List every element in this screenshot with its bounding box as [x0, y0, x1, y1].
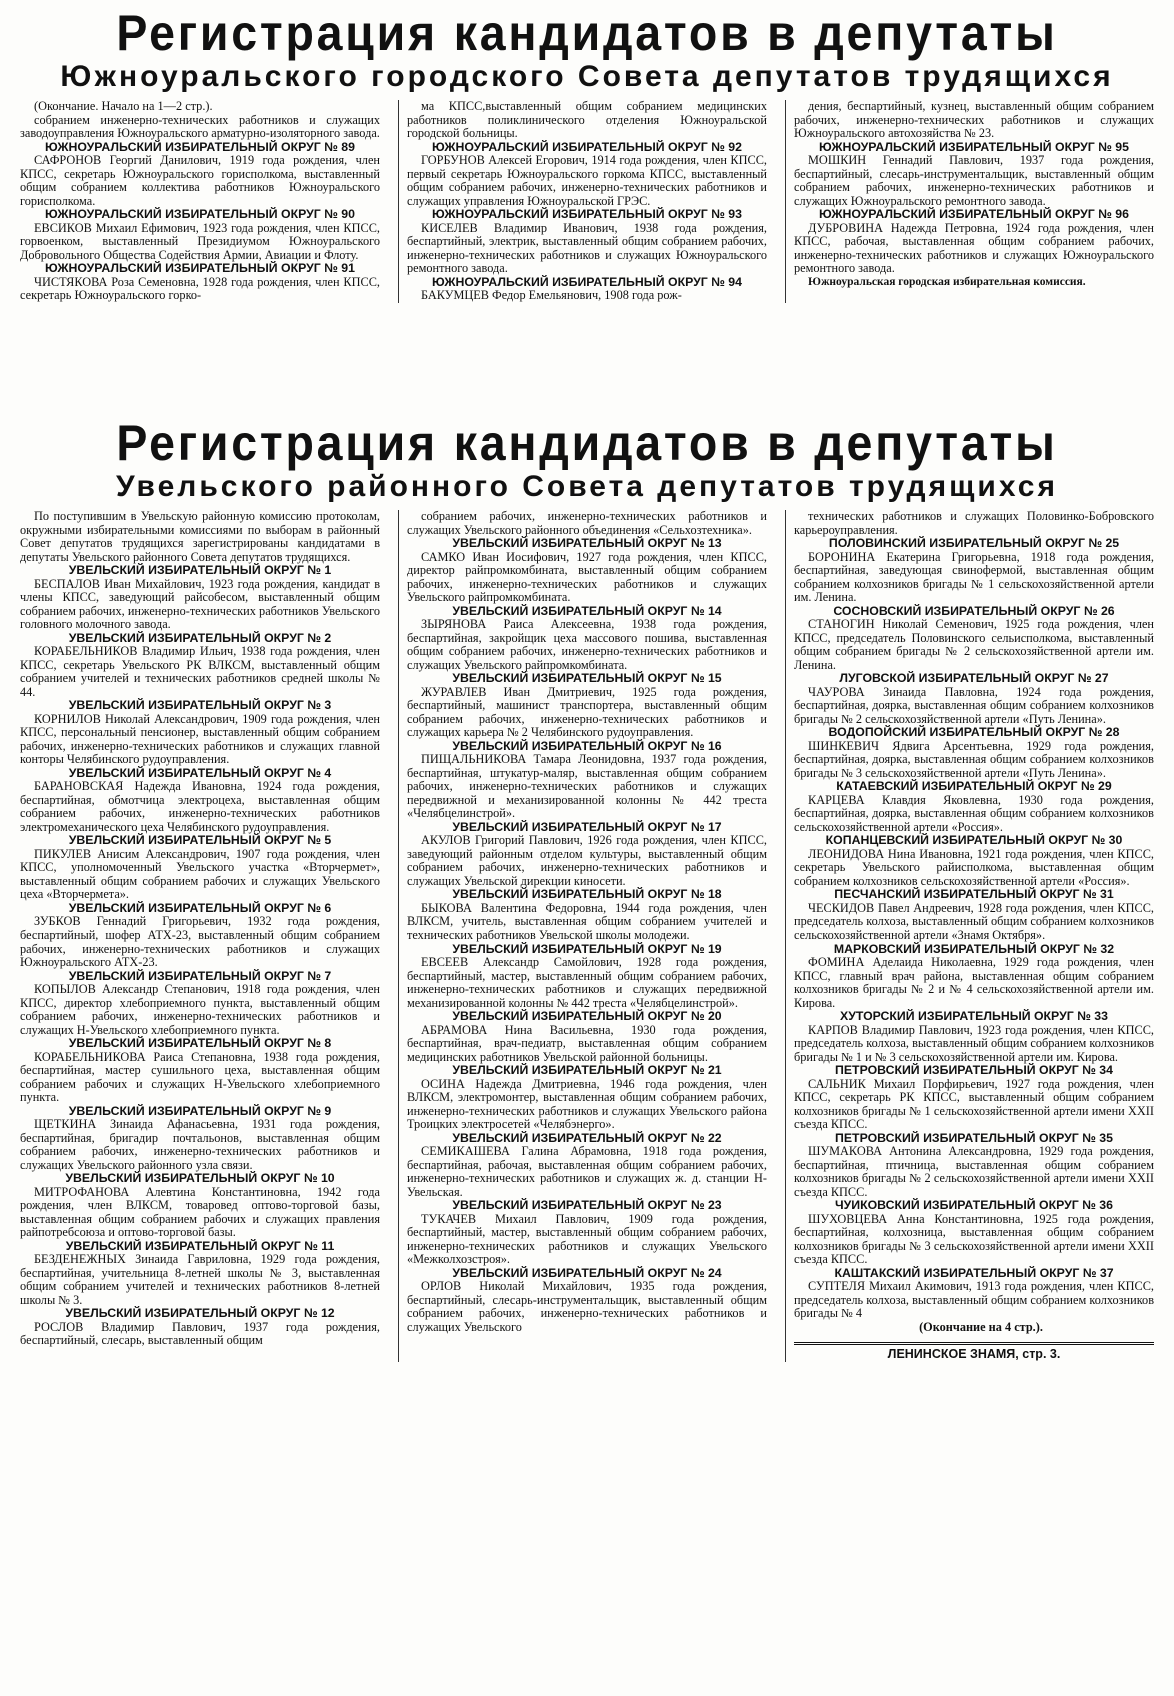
- candidate-paragraph: ПИКУЛЕВ Анисим Александрович, 1907 года рождения, член КПСС, уполномоченный Увельского участка «Вторчермет», выставленный общим собранием рабочих и служащих Увельского цеха «Вторчермета».: [20, 846, 380, 902]
- district-heading: ЮЖНОУРАЛЬСКИЙ ИЗБИРАТЕЛЬНЫЙ ОКРУГ № 95: [819, 139, 1129, 154]
- district-heading: МАРКОВСКИЙ ИЗБИРАТЕЛЬНЫЙ ОКРУГ № 32: [833, 941, 1115, 956]
- district-heading: УВЕЛЬСКИЙ ИЗБИРАТЕЛЬНЫЙ ОКРУГ № 1: [68, 563, 332, 578]
- district-heading: УВЕЛЬСКИЙ ИЗБИРАТЕЛЬНЫЙ ОКРУГ № 11: [65, 1238, 335, 1253]
- candidate-paragraph: ЧАУРОВА Зинаида Павловна, 1924 года рождения, беспартийная, доярка, выставленная общим собранием колхозников бригады № 2 сельскохозяйственной артели «Путь Ленина».: [794, 684, 1154, 726]
- candidate-paragraph: БАРАНОВСКАЯ Надежда Ивановна, 1924 года рождения, беспартийная, обмотчица электроцеха, выставленная общим собранием рабочих, инженерно-технических работников электромеханического цеха Челябинского рудоуправления.: [20, 779, 380, 834]
- district-heading: КОПАНЦЕВСКИЙ ИЗБИРАТЕЛЬНЫЙ ОКРУГ № 30: [825, 833, 1123, 848]
- candidate-paragraph: АКУЛОВ Григорий Павлович, 1926 года рождения, член КПСС, заведующий районным отделом культуры, выставленный общим собранием рабочих, инженерно-технических работников и служащих Увельской дирекции киносети.: [407, 833, 767, 888]
- district-heading: СОСНОВСКИЙ ИЗБИРАТЕЛЬНЫЙ ОКРУГ № 26: [833, 603, 1115, 618]
- district-heading: УВЕЛЬСКИЙ ИЗБИРАТЕЛЬНЫЙ ОКРУГ № 3: [68, 698, 332, 713]
- candidate-paragraph: СЕМИКАШЕВА Галина Абрамовна, 1918 года рождения, беспартийная, рабочая, выставленная общим собранием рабочих, инженерно-технических работников и служащих ж. д. станции Н-Увельская.: [407, 1144, 767, 1199]
- candidate-paragraph: технических работников и служащих Половинко-Бобровского карьероуправления.: [794, 509, 1154, 537]
- district-heading: ЮЖНОУРАЛЬСКИЙ ИЗБИРАТЕЛЬНЫЙ ОКРУГ № 91: [45, 261, 355, 276]
- top-column-3: [785, 100, 1154, 303]
- candidate-paragraph: КОРАБЕЛЬНИКОВА Раиса Степановна, 1938 года рождения, беспартийная, мастер сушильного цеха, выставленная общим собранием рабочих и служащих Н-Увельского хлебоприемного пункта.: [20, 1049, 380, 1105]
- commission-signature: Южноуральская городская избирательная комиссия.: [808, 275, 1086, 288]
- top-column-2: [398, 100, 767, 303]
- district-heading: УВЕЛЬСКИЙ ИЗБИРАТЕЛЬНЫЙ ОКРУГ № 18: [452, 887, 722, 902]
- candidate-paragraph: ШИНКЕВИЧ Ядвига Арсентьевна, 1929 года рождения, беспартийная, доярка, выставленная общим собранием колхозников бригады № 3 сельскохозяйственной артели «Путь Ленина».: [794, 738, 1154, 780]
- candidate-paragraph: КОПЫЛОВ Александр Степанович, 1918 года рождения, член КПСС, директор хлебоприемного пункта, выставленный общим собранием рабочих, инженерно-технических работников и служащих Н-Увельского хлебоприемного пункта.: [20, 982, 380, 1037]
- district-heading: УВЕЛЬСКИЙ ИЗБИРАТЕЛЬНЫЙ ОКРУГ № 17: [452, 819, 722, 834]
- bottom-section: [0, 415, 1174, 1362]
- district-heading: КАТАЕВСКИЙ ИЗБИРАТЕЛЬНЫЙ ОКРУГ № 29: [836, 779, 1112, 794]
- candidate-paragraph: ЕВСИКОВ Михаил Ефимович, 1923 года рождения, член КПСС, горвоенком, выставленный Президиумом Южноуральского Добровольного Общества Содействия Армии, Авиации и Флоту.: [20, 220, 380, 262]
- district-heading: УВЕЛЬСКИЙ ИЗБИРАТЕЛЬНЫЙ ОКРУГ № 9: [68, 1103, 332, 1118]
- candidate-paragraph: ГОРБУНОВ Алексей Егорович, 1914 года рождения, член КПСС, первый секретарь Южноуральского горкома КПСС, выставленный общим собранием рабочих, инженерно-технических работников и служащих управления Южноуральской ГРЭС.: [407, 153, 767, 208]
- district-heading: ПЕТРОВСКИЙ ИЗБИРАТЕЛЬНЫЙ ОКРУГ № 34: [835, 1063, 1113, 1078]
- candidate-paragraph: ДУБРОВИНА Надежда Петровна, 1924 года рождения, член КПСС, рабочая, выставленная общим собранием рабочих, инженерно-технических работников и служащих Южноуральского ремонтного завода.: [794, 220, 1154, 276]
- candidate-paragraph: ЩЕТКИНА Зинаида Афанасьевна, 1931 года рождения, беспартийная, бригадир почтальонов, выставленная общим собранием рабочих, инженерно-технических работников и служащих Увельского районного узла связи.: [20, 1117, 380, 1172]
- bottom-column-3: [785, 510, 1154, 1362]
- candidate-paragraph: БАКУМЦЕВ Федор Емельянович, 1908 года рож-: [421, 288, 682, 303]
- district-heading: ПОЛОВИНСКИЙ ИЗБИРАТЕЛЬНЫЙ ОКРУГ № 25: [828, 536, 1120, 551]
- district-heading: ЮЖНОУРАЛЬСКИЙ ИЗБИРАТЕЛЬНЫЙ ОКРУГ № 92: [432, 139, 742, 154]
- continuation-note: (Окончание на 4 стр.).: [919, 1319, 1043, 1334]
- candidate-paragraph: собранием инженерно-технических работников и служащих заводоуправления Южноуральского арматурно-изоляторного завода.: [20, 112, 380, 141]
- bottom-column-1: [20, 510, 380, 1362]
- district-heading: УВЕЛЬСКИЙ ИЗБИРАТЕЛЬНЫЙ ОКРУГ № 8: [68, 1036, 332, 1051]
- district-heading: УВЕЛЬСКИЙ ИЗБИРАТЕЛЬНЫЙ ОКРУГ № 2: [68, 630, 332, 645]
- candidate-paragraph: БЕСПАЛОВ Иван Михайлович, 1923 года рождения, кандидат в члены КПСС, заведующий райсобесом, выставленный общим собранием рабочих, инженерно-технических работников Увельского головного молочного завода.: [20, 576, 380, 632]
- candidate-paragraph: ЗЫРЯНОВА Раиса Алексеевна, 1938 года рождения, беспартийная, закройщик цеха массового пошива, выставленная общим собранием рабочих, инженерно-технических работников и служащих Увельского райпромкомбината.: [407, 617, 767, 672]
- district-heading: ЮЖНОУРАЛЬСКИЙ ИЗБИРАТЕЛЬНЫЙ ОКРУГ № 89: [45, 139, 355, 154]
- candidate-paragraph: КАРЦЕВА Клавдия Яковлевна, 1930 года рождения, беспартийная, доярка, выставленная общим собранием колхозников сельскохозяйственной артели «Россия».: [794, 792, 1154, 834]
- district-heading: ЮЖНОУРАЛЬСКИЙ ИЗБИРАТЕЛЬНЫЙ ОКРУГ № 94: [432, 274, 742, 289]
- candidate-paragraph: ОСИНА Надежда Дмитриевна, 1946 года рождения, член ВЛКСМ, электромонтер, выставленная общим собранием рабочих, инженерно-технических работников и служащих Увельского района Троицких электросетей «Челябэнерго».: [407, 1076, 767, 1132]
- candidate-paragraph: ЖУРАВЛЕВ Иван Дмитриевич, 1925 года рождения, беспартийный, машинист транспортера, выставленный общим собранием рабочих, инженерно-технических работников и служащих карьера № 2 Челябинского рудоуправления.: [407, 684, 767, 740]
- candidate-paragraph: БЕЗДЕНЕЖНЫХ Зинаида Гавриловна, 1929 года рождения, беспартийная, учительница 8-летней школы № 3, выставленная общим собранием учителей и технических работников 8-летней школы № 3.: [20, 1252, 380, 1307]
- candidate-paragraph: КОРНИЛОВ Николай Александрович, 1909 года рождения, член КПСС, персональный пенсионер, выставленный общим собранием рабочих, инженерно-технических работников и служащих главной конторы Челябинского рудоуправления.: [20, 711, 380, 767]
- candidate-paragraph: САФРОНОВ Георгий Данилович, 1919 года рождения, член КПСС, секретарь Южноуральского горисполкома, выставленный общим собранием коллектива работников Южноуральского горисполкома.: [20, 153, 380, 208]
- district-heading: ПЕСЧАНСКИЙ ИЗБИРАТЕЛЬНЫЙ ОКРУГ № 31: [834, 887, 1114, 902]
- candidate-paragraph: САМКО Иван Иосифович, 1927 года рождения, член КПСС, директор райпромкомбината, выставленный общим собранием рабочих, инженерно-технических работников и служащих Увельского райпромкомбината.: [407, 549, 767, 605]
- candidate-paragraph: КОРАБЕЛЬНИКОВ Владимир Ильич, 1938 года рождения, член КПСС, секретарь Увельского РК ВЛКСМ, выставленный общим собранием учителей и технических работников средней школы № 44.: [20, 644, 380, 699]
- district-heading: ЛУГОВСКОЙ ИЗБИРАТЕЛЬНЫЙ ОКРУГ № 27: [839, 671, 1109, 686]
- candidate-paragraph: САЛЬНИК Михаил Порфирьевич, 1927 года рождения, член КПСС, секретарь РК КПСС, выставленный общим собранием колхозников бригады № 1 сельскохозяйственной артели имени XXII съезда КПСС.: [794, 1076, 1154, 1132]
- district-heading: ХУТОРСКИЙ ИЗБИРАТЕЛЬНЫЙ ОКРУГ № 33: [840, 1009, 1108, 1024]
- district-heading: ЮЖНОУРАЛЬСКИЙ ИЗБИРАТЕЛЬНЫЙ ОКРУГ № 93: [432, 207, 742, 222]
- candidate-paragraph: ТУКАЧЕВ Михаил Павлович, 1909 года рождения, беспартийный, мастер, выставленный общим собранием рабочих, инженерно-технических работников и служащих Увельского «Межколхозстроя».: [407, 1211, 767, 1267]
- top-section: [0, 5, 1174, 303]
- candidate-paragraph: БЫКОВА Валентина Федоровна, 1944 года рождения, член ВЛКСМ, учитель, выставленная общим собранием учителей и технических работников Увельской школы молодежи.: [407, 900, 767, 942]
- district-heading: УВЕЛЬСКИЙ ИЗБИРАТЕЛЬНЫЙ ОКРУГ № 23: [452, 1198, 722, 1213]
- candidate-paragraph: ЗУБКОВ Геннадий Григорьевич, 1932 года рождения, беспартийный, шофер АТХ-23, выставленный общим собранием рабочих, инженерно-технических работников и служащих Южноуральского АТХ-23.: [20, 914, 380, 970]
- candidate-paragraph: ФОМИНА Аделаида Николаевна, 1929 года рождения, член КПСС, главный врач района, выставленная общим собранием колхозников бригады № 2 и № 4 сельскохозяйственной артели им. Кирова.: [794, 955, 1154, 1010]
- bottom-column-2: [398, 510, 767, 1362]
- district-heading: УВЕЛЬСКИЙ ИЗБИРАТЕЛЬНЫЙ ОКРУГ № 16: [452, 738, 722, 753]
- district-heading: УВЕЛЬСКИЙ ИЗБИРАТЕЛЬНЫЙ ОКРУГ № 22: [452, 1130, 722, 1145]
- candidate-paragraph: МОШКИН Геннадий Павлович, 1937 года рождения, беспартийный, слесарь-инструментальщик, выставленный общим собранием рабочих, инженерно-технических работников и служащих Южноуральского ремонтного завода.: [794, 153, 1154, 208]
- district-heading: ВОДОПОЙСКИЙ ИЗБИРАТЕЛЬНЫЙ ОКРУГ № 28: [828, 725, 1120, 740]
- candidate-paragraph: (Окончание. Начало на 1—2 стр.).: [34, 99, 213, 113]
- bottom-title: Регистрация кандидатов в депутаты: [116, 415, 1058, 471]
- candidate-paragraph: ЧИСТЯКОВА Роза Семеновна, 1928 года рождения, член КПСС, секретарь Южноуральского горко-: [20, 274, 380, 303]
- top-subtitle: Южноуральского городского Совета депутатов трудящихся: [60, 60, 1114, 93]
- top-column-1: [20, 100, 380, 303]
- candidate-paragraph: РОСЛОВ Владимир Павлович, 1937 года рождения, беспартийный, слесарь, выставленный общим: [20, 1319, 380, 1348]
- district-heading: ЧУИКОВСКИЙ ИЗБИРАТЕЛЬНЫЙ ОКРУГ № 36: [834, 1198, 1113, 1213]
- candidate-paragraph: БОРОНИНА Екатерина Григорьевна, 1918 года рождения, беспартийная, заведующая свинофермой, выставленная общим собранием колхозников бригады № 1 сельскохозяйственной артели им. Ленина.: [794, 549, 1154, 605]
- district-heading: КАШТАКСКИЙ ИЗБИРАТЕЛЬНЫЙ ОКРУГ № 37: [834, 1265, 1114, 1280]
- candidate-paragraph: ПИЩАЛЬНИКОВА Тамара Леонидовна, 1937 года рождения, беспартийная, штукатур-маляр, выставленная общим собранием рабочих, инженерно-технических работников и служащих передвижной и механизированной колонны № 442 треста «Челябцелинстрой».: [407, 752, 767, 821]
- district-heading: ЮЖНОУРАЛЬСКИЙ ИЗБИРАТЕЛЬНЫЙ ОКРУГ № 96: [819, 207, 1129, 222]
- district-heading: УВЕЛЬСКИЙ ИЗБИРАТЕЛЬНЫЙ ОКРУГ № 15: [452, 671, 722, 686]
- district-heading: УВЕЛЬСКИЙ ИЗБИРАТЕЛЬНЫЙ ОКРУГ № 13: [452, 536, 722, 551]
- district-heading: УВЕЛЬСКИЙ ИЗБИРАТЕЛЬНЫЙ ОКРУГ № 12: [65, 1306, 335, 1321]
- bottom-subtitle: Увельского районного Совета депутатов трудящихся: [116, 470, 1058, 503]
- district-heading: УВЕЛЬСКИЙ ИЗБИРАТЕЛЬНЫЙ ОКРУГ № 24: [452, 1265, 722, 1280]
- district-heading: УВЕЛЬСКИЙ ИЗБИРАТЕЛЬНЫЙ ОКРУГ № 19: [452, 941, 722, 956]
- candidate-paragraph: КАРПОВ Владимир Павлович, 1923 года рождения, член КПСС, председатель колхоза, выставленный общим собранием колхозников бригады № 1 и № 3 сельскохозяйственной артели им. Кирова.: [794, 1022, 1154, 1064]
- candidate-paragraph: ма КПСС,выставленный общим собранием медицинских работников поликлинического отделения Южноуральской городской больницы.: [407, 99, 767, 141]
- candidate-paragraph: По поступившим в Увельскую районную комиссию протоколам, окружными избирательными комиссиями по выборам в районный Совет депутатов трудящихся зарегистрированы кандидатами в депутаты Увельского районного Совета депутатов трудящихся.: [20, 509, 380, 564]
- candidate-paragraph: ШУМАКОВА Антонина Александровна, 1929 года рождения, беспартийная, птичница, выставленная общим собранием колхозников бригады № 2 сельскохозяйственной артели имени XXII съезда КПСС.: [794, 1144, 1154, 1199]
- candidate-paragraph: АБРАМОВА Нина Васильевна, 1930 года рождения, беспартийная, врач-педиатр, выставленная общим собранием медицинских работников Увельской районной больницы.: [407, 1022, 767, 1064]
- candidate-paragraph: ШУХОВЦЕВА Анна Константиновна, 1925 года рождения, беспартийная, колхозница, выставленная общим собранием колхозников бригады № 3 сельскохозяйственной артели имени XXII съезда КПСС.: [794, 1211, 1154, 1267]
- district-heading: ЮЖНОУРАЛЬСКИЙ ИЗБИРАТЕЛЬНЫЙ ОКРУГ № 90: [45, 207, 355, 222]
- candidate-paragraph: МИТРОФАНОВА Алевтина Константиновна, 1942 года рождения, член ВЛКСМ, товаровед оптово-торговой базы, выставленная общим собранием рабочих и служащих правления райпотребсоюза и оптово-торговой базы.: [20, 1184, 380, 1240]
- district-heading: УВЕЛЬСКИЙ ИЗБИРАТЕЛЬНЫЙ ОКРУГ № 14: [452, 603, 722, 618]
- district-heading: УВЕЛЬСКИЙ ИЗБИРАТЕЛЬНЫЙ ОКРУГ № 21: [452, 1063, 722, 1078]
- candidate-paragraph: ЛЕОНИДОВА Нина Ивановна, 1921 года рождения, член КПСС, секретарь Увельского райисполкома, выставленная общим собранием колхозников сельскохозяйственной артели «Россия».: [794, 846, 1154, 888]
- candidate-paragraph: СТАНОГИН Николай Семенович, 1925 года рождения, член КПСС, председатель Половинского сельисполкома, выставленный общим собранием бригады № 2 сельскохозяйственной артели им. Ленина.: [794, 617, 1154, 672]
- district-heading: УВЕЛЬСКИЙ ИЗБИРАТЕЛЬНЫЙ ОКРУГ № 20: [452, 1009, 722, 1024]
- district-heading: УВЕЛЬСКИЙ ИЗБИРАТЕЛЬНЫЙ ОКРУГ № 10: [65, 1171, 335, 1186]
- district-heading: ПЕТРОВСКИЙ ИЗБИРАТЕЛЬНЫЙ ОКРУГ № 35: [835, 1130, 1113, 1145]
- candidate-paragraph: СУПТЕЛЯ Михаил Акимович, 1913 года рождения, член КПСС, председатель колхоза, выставленный общим собранием колхозников бригады № 4: [794, 1279, 1154, 1321]
- candidate-paragraph: дения, беспартийный, кузнец, выставленный общим собранием рабочих, инженерно-технических работников и служащих Южноуральского автохозяйства № 23.: [794, 99, 1154, 141]
- candidate-paragraph: ЕВСЕЕВ Александр Самойлович, 1928 года рождения, беспартийный, мастер, выставленный общим собранием рабочих, инженерно-технических работников и служащих передвижной механизированной колонны № 442 треста «Челябцелинстрой».: [407, 955, 767, 1010]
- candidate-paragraph: КИСЕЛЕВ Владимир Иванович, 1938 года рождения, беспартийный, электрик, выставленный общим собранием рабочих, инженерно-технических работников и служащих Южноуральского ремонтного завода.: [407, 220, 767, 276]
- district-heading: УВЕЛЬСКИЙ ИЗБИРАТЕЛЬНЫЙ ОКРУГ № 7: [68, 968, 332, 983]
- newspaper-footer: ЛЕНИНСКОЕ ЗНАМЯ, стр. 3.: [794, 1342, 1154, 1362]
- candidate-paragraph: собранием рабочих, инженерно-технических работников и служащих Увельского районного объединения «Сельхозтехника».: [407, 509, 767, 537]
- top-title: Регистрация кандидатов в депутаты: [116, 5, 1058, 61]
- candidate-paragraph: ЧЕСКИДОВ Павел Андреевич, 1928 года рождения, член КПСС, председатель колхоза, выставленный общим собранием колхозников сельскохозяйственной артели «Знамя Октября».: [794, 900, 1154, 942]
- district-heading: УВЕЛЬСКИЙ ИЗБИРАТЕЛЬНЫЙ ОКРУГ № 4: [68, 765, 332, 780]
- district-heading: УВЕЛЬСКИЙ ИЗБИРАТЕЛЬНЫЙ ОКРУГ № 5: [68, 833, 332, 848]
- candidate-paragraph: ОРЛОВ Николай Михайлович, 1935 года рождения, беспартийный, слесарь-инструментальщик, выставленный общим собранием рабочих, инженерно-технических работников и служащих Увельского: [407, 1279, 767, 1334]
- district-heading: УВЕЛЬСКИЙ ИЗБИРАТЕЛЬНЫЙ ОКРУГ № 6: [68, 900, 332, 915]
